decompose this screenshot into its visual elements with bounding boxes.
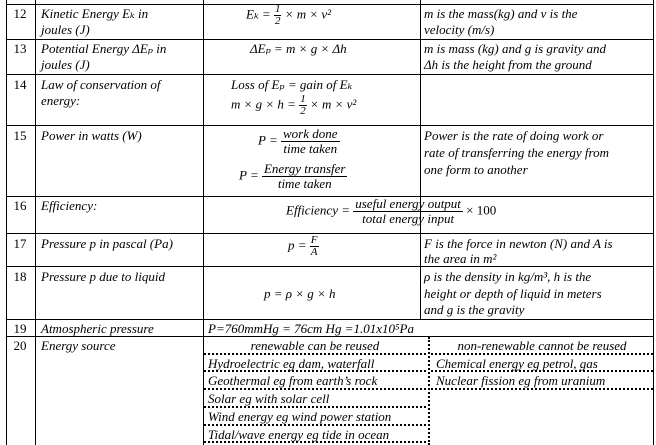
formula-rhs: × 100 — [466, 202, 497, 218]
quantity-label: Law of conservation of — [41, 77, 161, 92]
quantity-label: Potential Energy ΔEₚ in — [41, 41, 167, 56]
frac-den: time taken — [283, 141, 338, 156]
note-line: m is the mass(kg) and v is the — [424, 6, 578, 21]
renewable-header: renewable can be reused — [250, 338, 380, 353]
frac-num: Energy transfer — [263, 161, 346, 176]
renewable-item: Wind energy eg wind power station — [208, 409, 392, 424]
note-line: m is mass (kg) and g is gravity and — [424, 41, 606, 56]
conservation-formula: Loss of Eₚ = gain of Eₖ — [231, 77, 353, 92]
frac-den: A — [310, 246, 318, 258]
note-line: and g is the gravity — [424, 302, 525, 317]
pressure-formula — [288, 235, 319, 258]
note-line: the area in m² — [424, 251, 497, 266]
row-number: 20 — [13, 338, 27, 353]
renewable-item: Tidal/wave energy eg tide in ocean — [208, 427, 390, 442]
note-line: rate of transferring the energy from — [424, 145, 609, 160]
nonrenewable-item: Nuclear fission eg from uranium — [436, 373, 606, 388]
note-line: Power is the rate of doing work or — [424, 128, 604, 143]
quantity-label-cont: joules (J) — [41, 57, 90, 72]
note-line: F is the force in newton (N) and A is — [424, 236, 613, 251]
formula-lhs: Eₖ = — [246, 6, 271, 22]
formula-rhs: × m × v² — [309, 96, 357, 112]
kinetic-energy-formula — [246, 4, 331, 27]
quantity-label: Pressure p due to liquid — [41, 269, 165, 284]
row-number: 13 — [13, 41, 27, 56]
note-line: one form to another — [424, 162, 528, 177]
formula-lhs: P = — [239, 167, 259, 183]
formula-lhs: m × g × h = — [231, 96, 296, 112]
renewable-item: Solar eg with solar cell — [208, 391, 330, 406]
formula-lhs: Efficiency = — [286, 202, 350, 218]
row-number: 17 — [13, 236, 27, 251]
conservation-formula-2 — [231, 94, 356, 117]
efficiency-formula — [286, 197, 496, 226]
quantity-label: Efficiency: — [41, 198, 98, 213]
quantity-label-cont: joules (J) — [41, 22, 90, 37]
power-formula-2 — [239, 162, 347, 191]
formula-rhs: × m × v² — [284, 6, 332, 22]
frac-num: 1 — [274, 3, 281, 15]
potential-energy-formula: ΔEₚ = m × g × Δh — [250, 41, 347, 56]
note-line: velocity (m/s) — [424, 22, 495, 37]
quantity-label-cont: energy: — [41, 93, 81, 108]
note-line: height or depth of liquid in meters — [424, 286, 602, 301]
atmospheric-pressure-value: P=760mmHg = 76cm Hg =1.01x10⁵Pa — [208, 321, 414, 336]
nonrenewable-item: Chemical energy eg petrol, gas — [436, 356, 598, 371]
formula-lhs: P = — [258, 132, 278, 148]
renewable-item: Hydroelectric eg dam, waterfall — [208, 356, 375, 371]
note-line: Δh is the height from the ground — [424, 57, 592, 72]
frac-num: F — [310, 234, 318, 246]
frac-den: total energy input — [362, 211, 455, 226]
row-number: 12 — [13, 6, 27, 21]
row-number: 14 — [13, 77, 27, 92]
frac-num: work done — [282, 126, 338, 141]
nonrenewable-header: non-renewable cannot be reused — [457, 338, 627, 353]
frac-den: 2 — [300, 105, 306, 117]
row-number: 19 — [13, 321, 27, 336]
renewable-item: Geothermal eg from earth’s rock — [208, 373, 378, 388]
frac-num: 1 — [300, 93, 306, 105]
quantity-label: Power in watts (W) — [41, 128, 142, 143]
frac-den: time taken — [277, 176, 332, 191]
quantity-label: Pressure p in pascal (Pa) — [41, 236, 173, 251]
quantity-label: Energy source — [41, 338, 116, 353]
quantity-label: Atmospheric pressure — [41, 321, 154, 336]
power-formula — [258, 127, 340, 156]
row-number: 18 — [13, 269, 27, 284]
quantity-label: Kinetic Energy Eₖ in — [41, 6, 149, 21]
row-number: 16 — [13, 198, 27, 213]
frac-den: 2 — [274, 15, 281, 27]
liquid-pressure-formula: p = ρ × g × h — [264, 286, 336, 301]
row-number: 15 — [13, 128, 27, 143]
formula-lhs: p = — [288, 237, 307, 253]
frac-num: useful energy output — [355, 196, 461, 211]
note-line: ρ is the density in kg/m³, h is the — [424, 269, 592, 284]
